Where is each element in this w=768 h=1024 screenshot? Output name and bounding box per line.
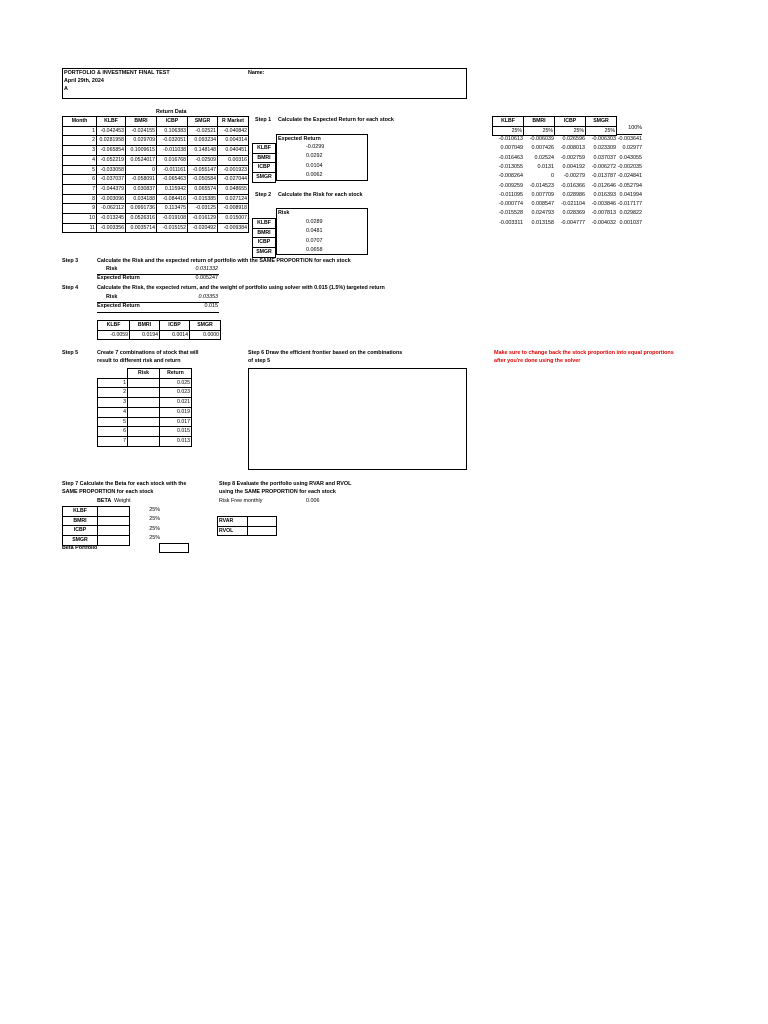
weighted-return-cell: 0.007426 (531, 145, 554, 152)
combination-return: 0.025 (160, 378, 192, 388)
weighted-return-cell: -0.006303 (591, 136, 616, 142)
step2-row (253, 228, 276, 238)
step2-stock-label: SMGR (253, 248, 276, 258)
return-data-cell: 5 (63, 165, 97, 175)
step2-stock-label: BMRI (253, 228, 276, 238)
combination-return: 0.017 (160, 417, 192, 427)
return-data-cell: 0.0524017 (126, 155, 157, 165)
step1-stock-label: SMGR (253, 173, 276, 183)
step5-row (98, 407, 192, 417)
beta-portfolio-label: Beta Portfolio (62, 545, 98, 551)
combination-number: 7 (98, 436, 128, 446)
weighted-return-cell: -0.014523 (529, 182, 554, 189)
step3-er-label: Expected Return (97, 275, 140, 281)
step5-col-header: Return (160, 369, 192, 379)
return-data-row (63, 165, 249, 175)
weighted-return-cell: -0.006272 (591, 163, 616, 170)
solver-note-1: Make sure to change back the stock proportion into equal proportions (494, 350, 674, 356)
step1-value: 0.0104 (306, 162, 323, 169)
return-data-cell: -0.009384 (218, 223, 249, 233)
combination-number: 2 (98, 388, 128, 398)
return-data-row (63, 184, 249, 194)
step2-label: Step 2 (255, 192, 272, 198)
beta-stock-weight: 25% (149, 507, 160, 513)
step1-row (253, 163, 276, 173)
return-data-row (63, 126, 249, 136)
solver-weight-value: 0.0000 (190, 330, 221, 340)
return-data-cell: -0.003356 (97, 223, 126, 233)
return-data-cell: 2 (63, 136, 97, 146)
step1-header: Expected Return (278, 136, 321, 142)
return-data-cell: -0.015152 (157, 223, 188, 233)
risk-free-value: 0.006 (306, 498, 320, 504)
stock-weight: 25% (586, 126, 617, 136)
return-data-col-header: Month (63, 117, 97, 127)
solver-weight-value: 0.0014 (160, 330, 190, 340)
return-data-cell: 0.113475 (157, 204, 188, 214)
combination-risk-input[interactable] (128, 407, 160, 417)
step5-header-row (98, 369, 192, 379)
return-data-cell: 0 (126, 165, 157, 175)
beta-stock-weight: 25% (149, 516, 160, 523)
weighted-return-cell: -0.024841 (617, 173, 642, 180)
step1-row (253, 153, 276, 163)
step2-stock-labels (252, 218, 276, 258)
step2-value: 0.0707 (306, 237, 323, 244)
weighted-return-cell: 0.024793 (531, 210, 554, 217)
stock-weight: 25% (493, 126, 524, 136)
step2-row (253, 238, 276, 248)
beta-portfolio-cell[interactable] (159, 543, 189, 553)
combination-return: 0.013 (160, 436, 192, 446)
weighted-return-cell: -0.016366 (560, 182, 585, 189)
combination-risk-input[interactable] (128, 417, 160, 427)
return-data-cell: -0.024155 (126, 126, 157, 136)
rvar-rvol-row (218, 517, 277, 527)
return-data-cell: -0.032051 (157, 136, 188, 146)
step4-title: Calculate the Risk, the expected return, and the weight of portfolio using solver with 0.015 (1.5%) targeted return (97, 285, 385, 291)
beta-stock-weight: 25% (149, 525, 160, 532)
return-data-cell: 10 (63, 214, 97, 224)
efficient-frontier-chart-area[interactable] (248, 368, 467, 470)
beta-input-cell[interactable] (98, 507, 130, 517)
return-data-cell: 0.016768 (157, 155, 188, 165)
return-data-cell: 4 (63, 155, 97, 165)
total-weight: 100% (628, 125, 642, 131)
weighted-return-cell: 0.043055 (619, 154, 642, 161)
beta-row (63, 536, 130, 546)
step1-row (253, 144, 276, 154)
step1-row (253, 173, 276, 183)
beta-table (62, 506, 130, 546)
solver-weight-col-header: SMGR (190, 321, 221, 331)
return-data-col-header: SMGR (188, 117, 218, 127)
return-data-cell: 0.148148 (188, 146, 218, 156)
solver-weight-col-header: BMRI (130, 321, 160, 331)
return-data-cell: -0.040842 (218, 126, 249, 136)
test-title: PORTFOLIO & INVESTMENT FINAL TEST (64, 70, 170, 76)
return-data-cell: 0.040451 (218, 146, 249, 156)
return-data-cell: 0.093234 (188, 136, 218, 146)
return-data-cell: 1 (63, 126, 97, 136)
step4-risk-label: Risk (106, 294, 118, 300)
step5-row (98, 436, 192, 446)
step5-row (98, 417, 192, 427)
step6-title-1: Step 6 Draw the efficient frontier based on the combinations (248, 350, 403, 356)
step5-row (98, 427, 192, 437)
portfolio-weight-header (492, 116, 617, 136)
step1-stock-label: KLBF (253, 144, 276, 154)
step4-er-line (97, 312, 219, 313)
return-data-cell: 0.015007 (218, 214, 249, 224)
beta-input-cell[interactable] (98, 516, 130, 526)
weighted-return-cell: -0.002035 (617, 163, 642, 170)
step1-value: 0.0062 (306, 171, 323, 178)
combination-return: 0.023 (160, 388, 192, 398)
combination-number: 6 (98, 427, 128, 437)
beta-input-cell[interactable] (98, 526, 130, 536)
weighted-return-cell: -0.004777 (560, 219, 585, 226)
combination-number: 3 (98, 398, 128, 408)
solver-weight-value: -0.0059 (98, 330, 130, 340)
return-data-cell: 0.00316 (218, 155, 249, 165)
total-weight-underline (616, 134, 642, 135)
return-data-cell: 3 (63, 146, 97, 156)
combination-number: 1 (98, 378, 128, 388)
return-data-cell: -0.013245 (97, 214, 126, 224)
weighted-return-cell: -0.013787 (591, 173, 616, 180)
test-date: April 29th, 2024 (64, 78, 104, 84)
return-data-row (63, 214, 249, 224)
return-data-cell: 7 (63, 184, 97, 194)
weight-col-header: SMGR (586, 117, 617, 127)
return-data-cell: -0.055147 (188, 165, 218, 175)
step4-er-label: Expected Return (97, 303, 140, 309)
return-data-cell: -0.003096 (97, 194, 126, 204)
beta-input-cell[interactable] (98, 536, 130, 546)
step2-row (253, 219, 276, 229)
ratio-label: RVOL (218, 526, 248, 536)
combination-risk-input[interactable] (128, 398, 160, 408)
stock-weight: 25% (555, 126, 586, 136)
combination-risk-input[interactable] (128, 388, 160, 398)
weighted-return-cell: -0.011095 (499, 191, 523, 198)
step3-label: Step 3 (62, 258, 79, 264)
weighted-return-cell: 0.037037 (593, 154, 616, 161)
return-data-cell: 0.1009615 (126, 146, 157, 156)
return-data-cell: -0.058091 (126, 175, 157, 185)
weighted-return-cell: 0.028986 (562, 191, 585, 198)
test-section: A (64, 86, 68, 92)
weighted-return-cell: -0.008264 (498, 173, 523, 180)
return-data-cell: -0.033058 (97, 165, 126, 175)
weighted-return-cell: -0.015528 (498, 210, 523, 217)
weighted-return-cell: -0.003846 (591, 201, 616, 208)
return-data-cell: 0.0991736 (126, 204, 157, 214)
step5-row (98, 378, 192, 388)
weighted-return-cell: 0.007049 (500, 145, 523, 152)
return-data-cell: 6 (63, 175, 97, 185)
return-data-cell: -0.084416 (157, 194, 188, 204)
weighted-return-cell: -0.009259 (498, 182, 523, 189)
return-data-caption: Return Data (156, 109, 187, 115)
weighted-return-cell: -0.006039 (529, 136, 554, 142)
weighted-return-cell: 0.001037 (619, 219, 642, 226)
step4-label: Step 4 (62, 285, 79, 291)
return-data-cell: -0.042453 (97, 126, 126, 136)
return-data-cell: -0.016129 (188, 214, 218, 224)
weighted-return-cell: 0.016393 (593, 191, 616, 198)
step1-value: 0.0292 (306, 153, 323, 160)
weight-col-header: KLBF (493, 117, 524, 127)
return-data-row (63, 194, 249, 204)
solver-note-2: after you're done using the solver (494, 358, 581, 364)
step8-title-2: using the SAME PROPORTION for each stock (219, 489, 336, 495)
step1-label: Step 1 (255, 117, 272, 123)
return-data-cell: 8 (63, 194, 97, 204)
step5-row (98, 388, 192, 398)
solver-weight-col-header: ICBP (160, 321, 190, 331)
return-data-cell: -0.001923 (218, 165, 249, 175)
rvar-rvol-table (217, 516, 277, 536)
return-data-cell: 0.115942 (157, 184, 188, 194)
weighted-return-cell: 0.008547 (531, 201, 554, 208)
return-data-cell: -0.011161 (157, 165, 188, 175)
beta-stock-label: BMRI (63, 516, 98, 526)
step5-blank-header (98, 369, 128, 379)
return-data-cell: -0.052219 (97, 155, 126, 165)
step2-value: 0.0289 (306, 219, 323, 225)
step1-stock-label: BMRI (253, 153, 276, 163)
beta-row (63, 516, 130, 526)
step5-label: Step 5 (62, 350, 79, 356)
return-data-cell: -0.062112 (97, 204, 126, 214)
risk-free-label: Risk Free monthly (219, 498, 263, 504)
combination-risk-input[interactable] (128, 378, 160, 388)
weight-col-header: BMRI (524, 117, 555, 127)
weighted-return-cell: 0.026596 (562, 136, 585, 142)
return-data-row (63, 175, 249, 185)
return-data-cell: -0.03125 (188, 204, 218, 214)
step5-combinations-table (97, 368, 192, 447)
return-data-cell: -0.02521 (188, 126, 218, 136)
return-data-cell: 0.048655 (218, 184, 249, 194)
weighted-return-cell: -0.002759 (560, 154, 585, 161)
weighted-return-cell: -0.004032 (591, 219, 616, 226)
rvar-rvol-row (218, 526, 277, 536)
return-data-cell: -0.037037 (97, 175, 126, 185)
weighted-return-cell: -0.007813 (591, 210, 616, 217)
step6-title-2: of step 5 (248, 358, 271, 364)
step5-title-2: result to different risk and return (97, 358, 181, 364)
return-data-cell: 0.106383 (157, 126, 188, 136)
return-data-row (63, 223, 249, 233)
return-data-cell: -0.065463 (157, 175, 188, 185)
beta-stock-label: SMGR (63, 536, 98, 546)
weight-col-header: ICBP (555, 117, 586, 127)
return-data-cell: 0.065574 (188, 184, 218, 194)
step7-title-2: SAME PROPORTION for each stock (62, 489, 154, 495)
return-data-cell: -0.019108 (157, 214, 188, 224)
return-data-col-header: KLBF (97, 117, 126, 127)
weighted-return-cell: -0.008013 (560, 145, 585, 152)
weighted-return-cell: 0.0131 (537, 163, 554, 170)
beta-stock-label: KLBF (63, 507, 98, 517)
step4-er-value: 0.015 (204, 303, 218, 309)
beta-stock-weight: 25% (149, 534, 160, 541)
return-data-cell: 9 (63, 204, 97, 214)
step3-risk-value: 0.031332 (195, 266, 218, 272)
solver-weight-col-header: KLBF (98, 321, 130, 331)
step2-value: 0.0658 (306, 246, 323, 253)
return-data-cell: -0.050584 (188, 175, 218, 185)
return-data-cell: 0.034188 (126, 194, 157, 204)
step1-value: -0.0299 (306, 144, 325, 150)
weighted-return-cell: 0.004192 (562, 163, 585, 170)
return-data-cell: 0.004314 (218, 136, 249, 146)
beta-row (63, 526, 130, 536)
weight-header: Weight (114, 498, 131, 504)
weighted-return-cell: 0 (551, 173, 554, 180)
combination-number: 5 (98, 417, 128, 427)
name-label: Name: (248, 70, 265, 76)
return-data-cell: 0.030837 (126, 184, 157, 194)
return-data-cell: 0.027124 (218, 194, 249, 204)
return-data-cell: -0.020492 (188, 223, 218, 233)
step5-col-header: Risk (128, 369, 160, 379)
return-data-cell: 0.0035714 (126, 223, 157, 233)
combination-number: 4 (98, 407, 128, 417)
step7-title-1: Step 7 Calculate the Beta for each stock with the (62, 481, 187, 487)
return-data-cell: 0.0281958 (97, 136, 126, 146)
weighted-return-cell: 0.041994 (619, 191, 642, 198)
step1-title: Calculate the Expected Return for each stock (278, 117, 394, 123)
step3-risk-label: Risk (106, 266, 118, 272)
return-data-cell: -0.008918 (218, 204, 249, 214)
weighted-return-cell: 0.013158 (531, 219, 554, 226)
step2-title: Calculate the Risk for each stock (278, 192, 363, 198)
beta-stock-label: ICBP (63, 526, 98, 536)
stock-weight: 25% (524, 126, 555, 136)
weighted-return-cell: -0.010613 (498, 136, 523, 142)
weighted-return-cell: 0.028369 (562, 210, 585, 217)
return-data-cell: 0.0526316 (126, 214, 157, 224)
step8-title-1: Step 8 Evaluate the portfolio using RVAR and RVOL (219, 481, 352, 487)
combination-return: 0.021 (160, 398, 192, 408)
step5-title-1: Create 7 combinations of stock that will (97, 350, 199, 356)
weighted-return-cell: 0.023309 (593, 145, 616, 152)
beta-header: BETA (97, 498, 112, 504)
return-data-cell: -0.015385 (188, 194, 218, 204)
weighted-return-cell: -0.003641 (617, 136, 642, 142)
ratio-input-cell[interactable] (248, 526, 277, 536)
step1-stock-labels (252, 143, 276, 183)
step2-stock-label: KLBF (253, 219, 276, 229)
weighted-return-cell: 0.029822 (619, 210, 642, 217)
beta-row (63, 507, 130, 517)
combination-risk-input[interactable] (128, 427, 160, 437)
weighted-return-cell: -0.000774 (498, 201, 523, 208)
return-data-table (62, 116, 249, 233)
step2-value: 0.0481 (306, 228, 323, 235)
weighted-return-cell: -0.017177 (617, 201, 642, 208)
weighted-return-cell: 0.02524 (534, 154, 554, 161)
step3-er-value: 0.005247 (195, 275, 218, 281)
weighted-return-cell: -0.012646 (591, 182, 616, 189)
return-data-row (63, 146, 249, 156)
step1-stock-label: ICBP (253, 163, 276, 173)
return-data-col-header: BMRI (126, 117, 157, 127)
weighted-return-cell: -0.00279 (563, 173, 585, 180)
weighted-return-cell: -0.052794 (617, 182, 642, 189)
weighted-return-cell: -0.021104 (561, 201, 585, 208)
return-data-col-header: R Market (218, 117, 249, 127)
ratio-input-cell[interactable] (248, 517, 277, 527)
combination-return: 0.015 (160, 427, 192, 437)
weighted-return-cell: -0.003311 (499, 219, 523, 226)
step4-risk-value: 0.03353 (198, 294, 218, 300)
ratio-label: RVAR (218, 517, 248, 527)
solver-weight-value: 0.0194 (130, 330, 160, 340)
weighted-return-cell: -0.013055 (498, 163, 523, 170)
step3-title: Calculate the Risk and the expected return of portfolio with the SAME PROPORTION for each stock (97, 258, 351, 264)
return-data-cell: -0.011038 (157, 146, 188, 156)
return-data-cell: -0.065854 (97, 146, 126, 156)
return-data-cell: 11 (63, 223, 97, 233)
return-data-cell: -0.027044 (218, 175, 249, 185)
return-data-row (63, 155, 249, 165)
return-data-cell: -0.02509 (188, 155, 218, 165)
weighted-return-cell: 0.02977 (622, 145, 642, 152)
return-data-col-header: ICBP (157, 117, 188, 127)
step2-stock-label: ICBP (253, 238, 276, 248)
return-data-row (63, 204, 249, 214)
return-data-row (63, 136, 249, 146)
combination-risk-input[interactable] (128, 436, 160, 446)
step4-weights-table (97, 320, 221, 340)
weighted-return-cell: -0.016463 (498, 154, 523, 161)
step5-row (98, 398, 192, 408)
step2-row (253, 248, 276, 258)
return-data-cell: 0.029709 (126, 136, 157, 146)
weighted-return-cell: 0.007709 (531, 191, 554, 198)
combination-return: 0.019 (160, 407, 192, 417)
step2-header: Risk (278, 210, 290, 216)
return-data-cell: -0.044379 (97, 184, 126, 194)
